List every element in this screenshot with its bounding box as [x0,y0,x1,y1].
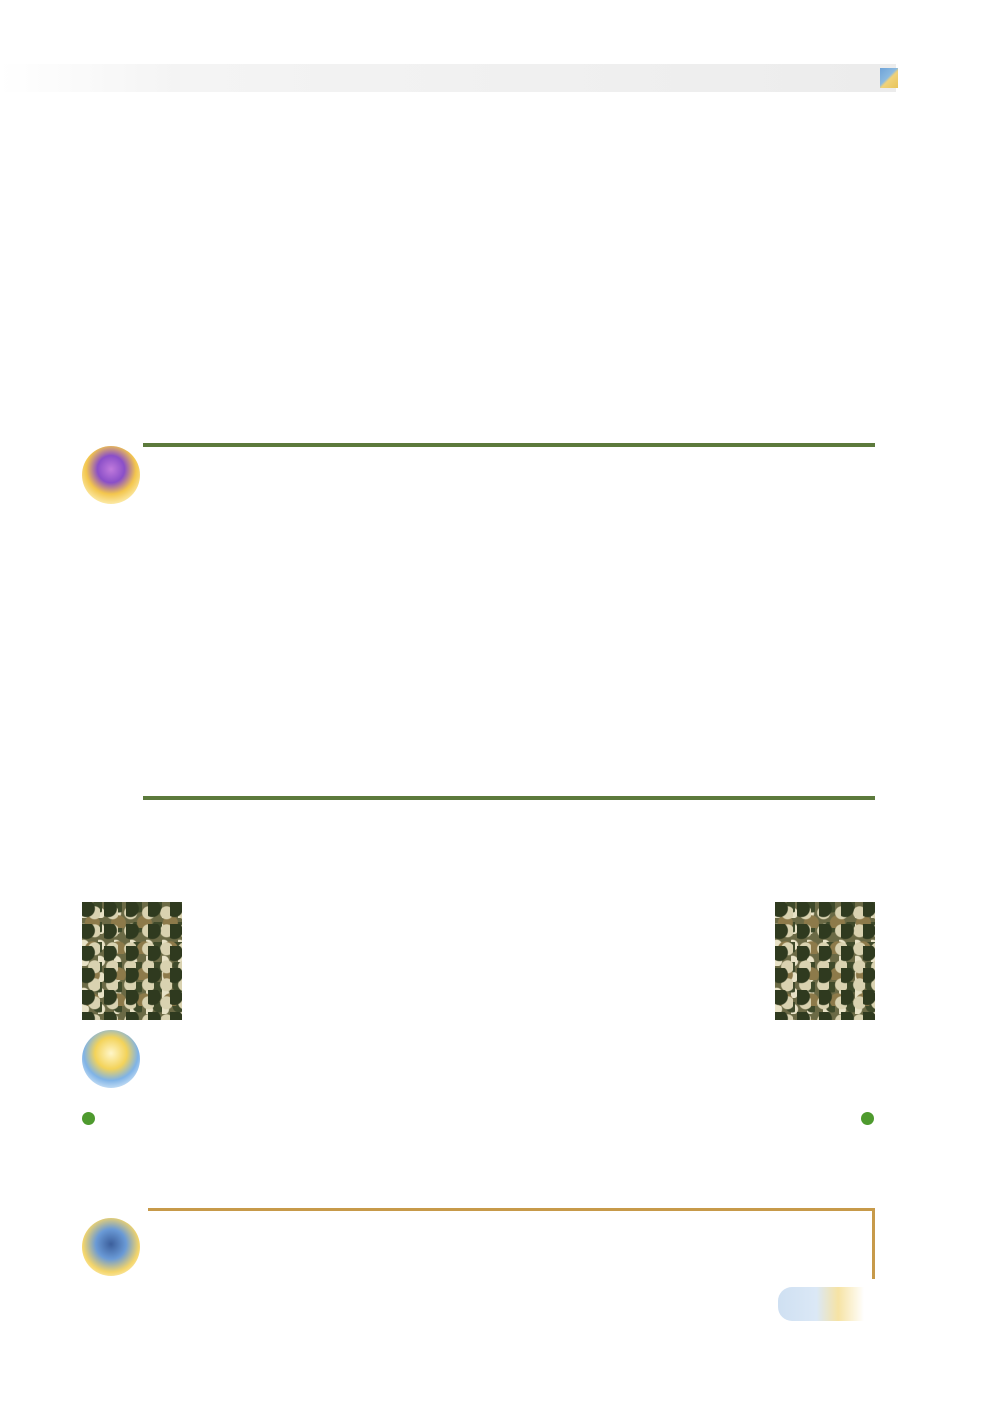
questions-brain-icon [82,446,140,504]
camouflage-decoration-right [775,902,875,1020]
graduation-book-icon [82,1218,140,1276]
questions-bottom-rule [143,796,875,800]
green-bullet-icon [861,1112,874,1125]
running-head-bar [0,64,896,92]
time-distribution-paragraph [82,1107,874,1132]
para2-first-line [82,1107,874,1132]
definition-frame [148,1208,875,1279]
camouflage-decoration-left [82,902,182,1020]
questions-top-rule [143,443,875,447]
corner-ornament [880,68,898,88]
page-number-tab [778,1287,864,1321]
lightbulb-think-icon [82,1030,140,1088]
green-bullet-icon [82,1112,95,1125]
